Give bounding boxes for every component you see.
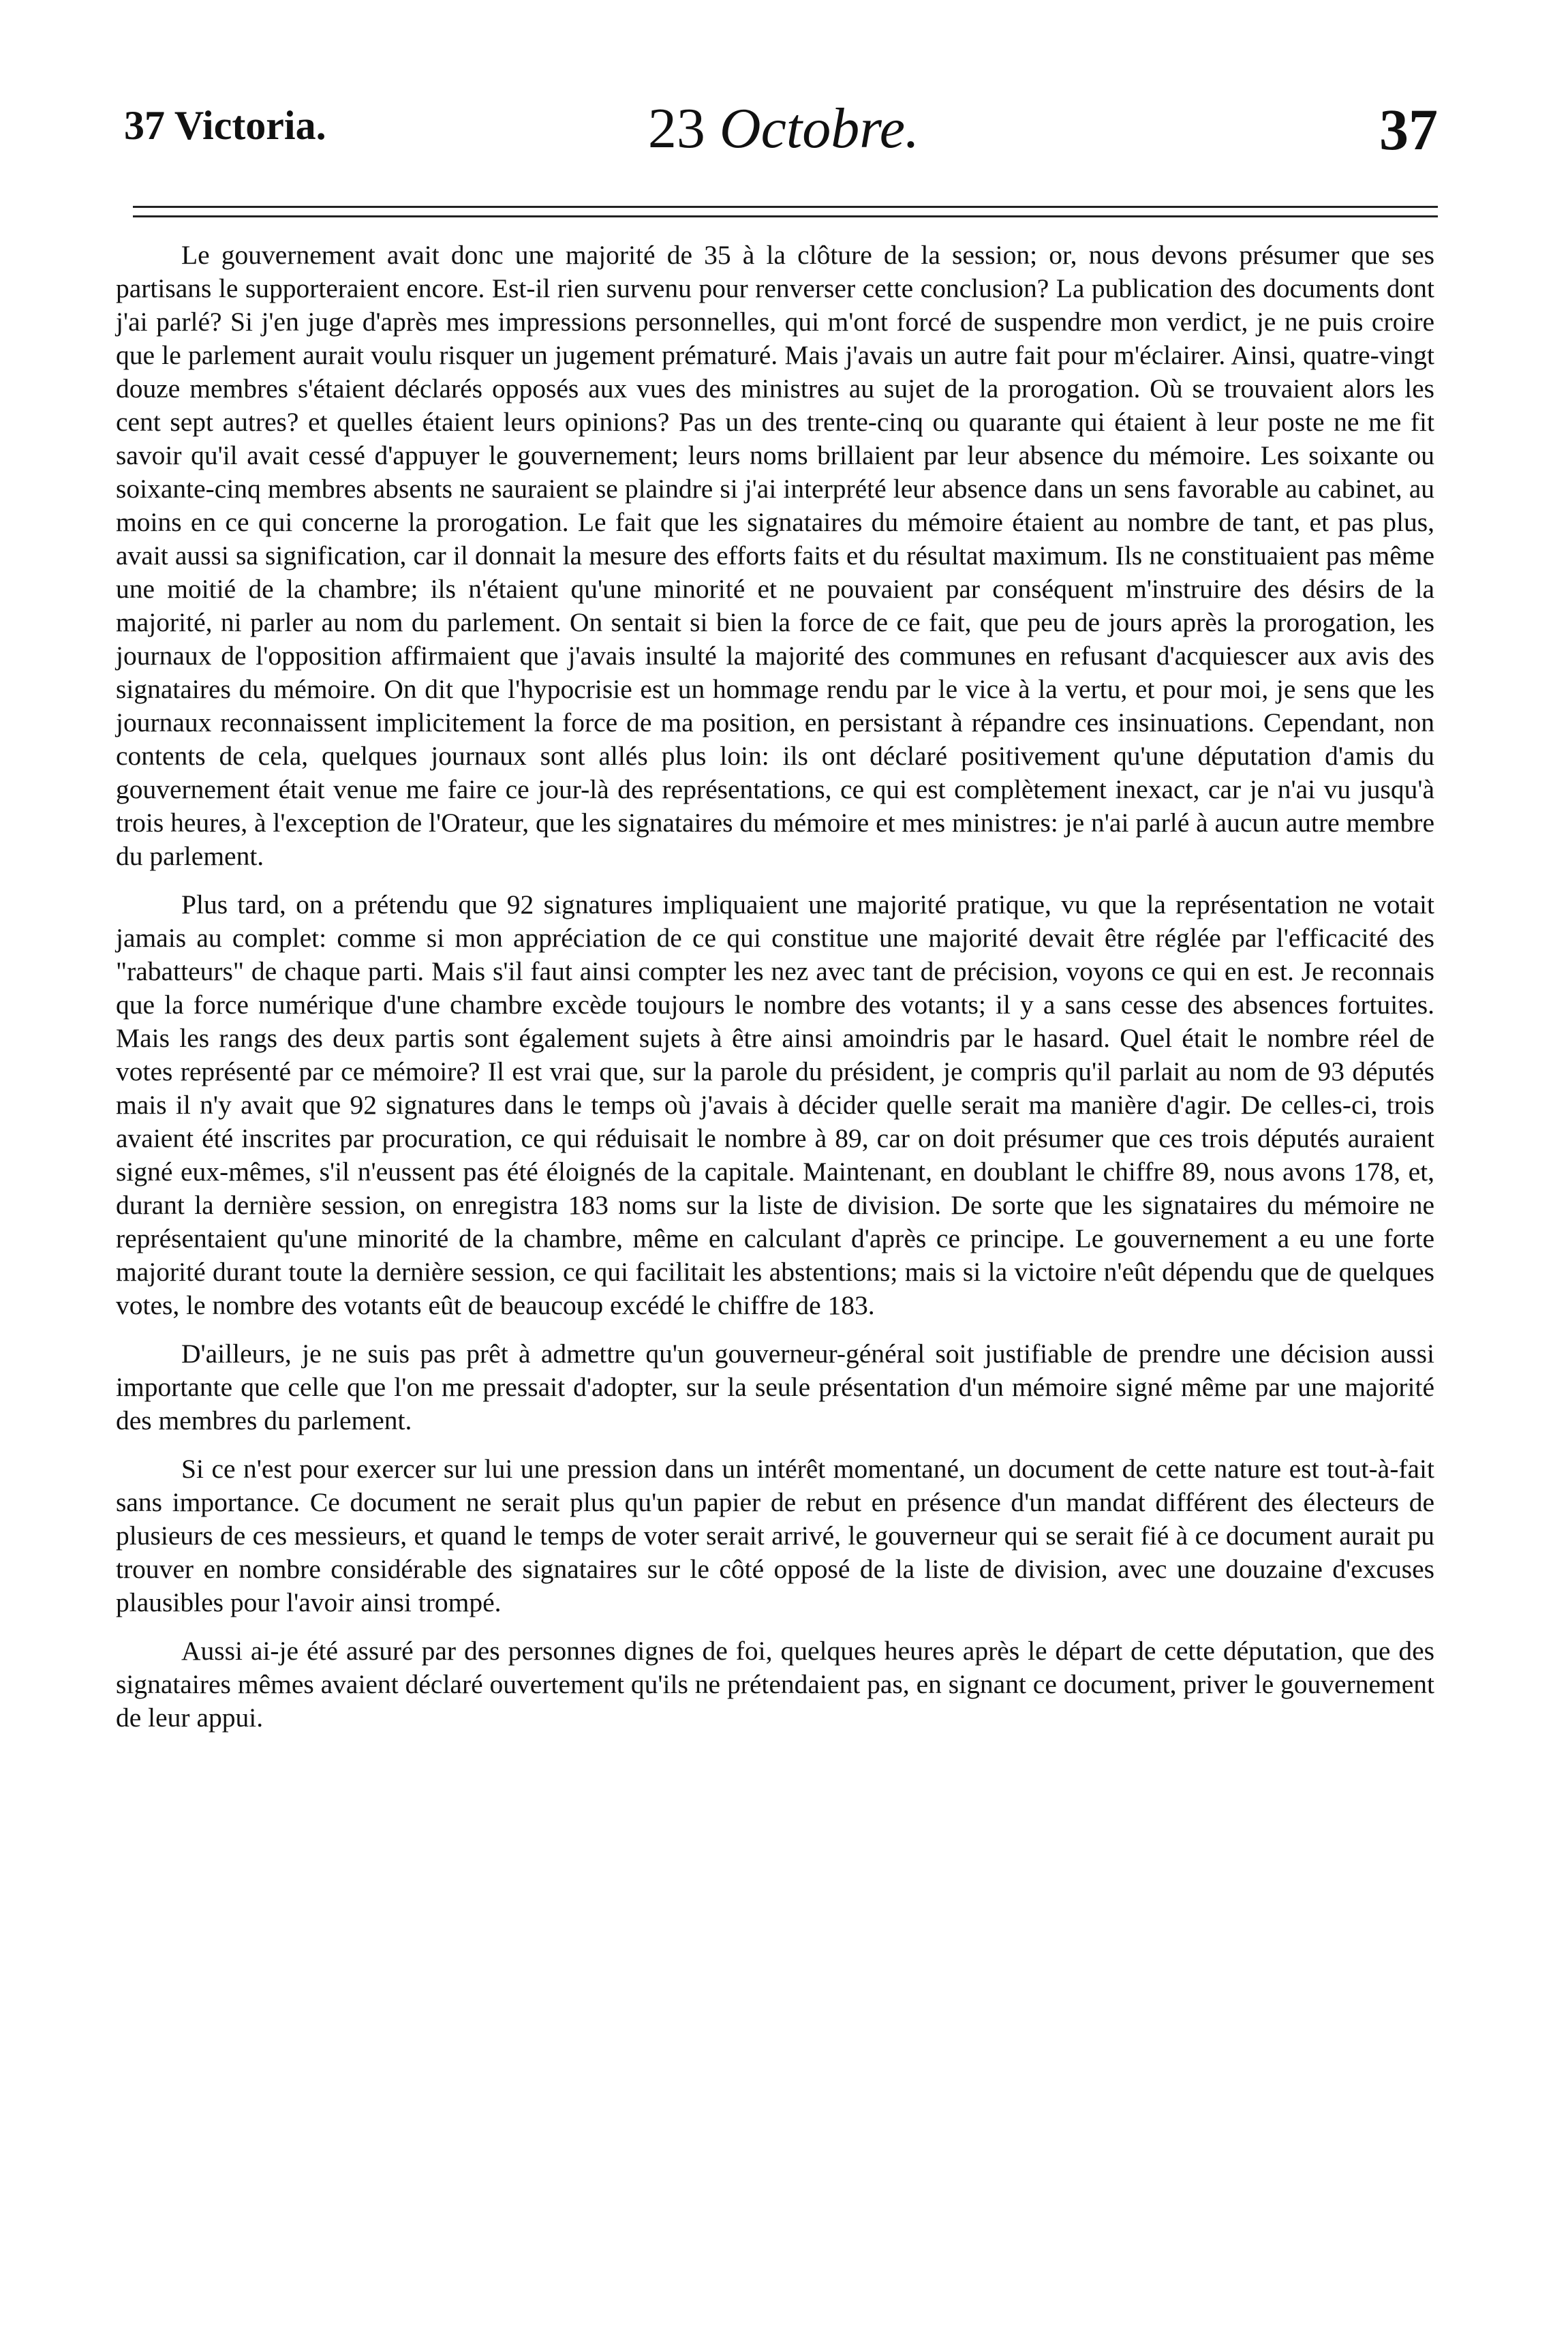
paragraph-4: Si ce n'est pour exercer sur lui une pression dans un intérêt momentané, un document de cette nature est tout-à-fait sans importance. Ce document ne serait plus qu'un papier de rebut en présence d'un mandat différent des électeurs de plusieurs de ces messieurs, et quand le temps de voter serait arrivé, le gouverneur qui se serait fié à ce document aurait pu trouver en nombre considérable des signataires sur le côté opposé de la liste de division, avec une douzaine d'excuses plausibles pour l'avoir ainsi trompé. (116, 1454, 1434, 1617)
paragraph-2: Plus tard, on a prétendu que 92 signatures impliquaient une majorité pratique, vu que la représentation ne votait jamais au complet: comme si mon appréciation de ce qui constitue une majorité devait être réglée par l'efficacité des "rabatteurs" de chaque parti. Mais s'il faut ainsi compter les nez avec tant de précision, voyons ce qui en est. Je reconnais que la force numérique d'une chambre excède toujours le nombre des votants; il y a sans cesse des absences fortuites. Mais les rangs des deux partis sont également sujets à être ainsi amoindris par le hasard. Quel était le nombre réel de votes représenté par ce mémoire? Il est vrai que, sur la parole du président, je compris qu'il parlait au nom de 93 députés mais il n'y avait que 92 signatures dans le temps où j'avais à décider quelle serait ma manière d'agir. De celles-ci, trois avaient été inscrites par procuration, ce qui réduisait le nombre à 89, car on doit présumer que ces trois députés auraient signé eux-mêmes, s'il n'eussent pas été éloignés de la capitale. Maintenant, en doublant le chiffre 89, nous avons 178, et, durant la dernière session, on enregistra 183 noms sur la liste de division. De sorte que les signataires du mémoire ne représentaient qu'une minorité de la chambre, même en calculant d'après ce principe. Le gouvernement a eu une forte majorité durant toute la dernière session, ce qui facilitait les abstentions; mais si la victoire n'eût dépendu que de quelques votes, le nombre des votants eût de beaucoup excédé le chiffre de 183. (116, 889, 1434, 1320)
date-month: Octobre. (719, 97, 920, 160)
date-day: 23 (647, 97, 705, 160)
page-header (116, 89, 1451, 198)
paragraph-1: Le gouvernement avait donc une majorité de 35 à la clôture de la session; or, nous devons présumer que ses partisans le supporteraient encore. Est-il rien survenu pour renverser cette conclusion? La publication des documents dont j'ai parlé? Si j'en juge d'après mes impressions personnelles, qui m'ont forcé de suspendre mon verdict, je ne puis croire que le parlement aurait voulu risquer un jugement prématuré. Mais j'avais un autre fait pour m'éclairer. Ainsi, quatre-vingt douze membres s'étaient déclarés opposés aux vues des ministres au sujet de la prorogation. Où se trouvaient alors les cent sept autres? et quelles étaient leurs opinions? Pas un des trente-cinq ou quarante qui étaient à leur poste ne me fit savoir qu'il avait cessé d'appuyer le gouvernement; leurs noms brillaient par leur absence du mémoire. Les soixante ou soixante-cinq membres absents ne sauraient se plaindre si j'ai interprété leur absence dans un sens favorable au cabinet, au moins en ce qui concerne la prorogation. Le fait que les signataires du mémoire étaient au nombre de tant, et pas plus, avait aussi sa signification, car il donnait la mesure des efforts faits et du résultat maximum. Ils ne constituaient pas même une moitié de la chambre; ils n'étaient qu'une minorité et ne pouvaient par conséquent m'instruire des désirs de la majorité, ni parler au nom du parlement. On sentait si bien la force de ce fait, que peu de jours après la prorogation, les journaux de l'opposition affirmaient que j'avais insulté la majorité des communes en refusant d'acquiescer aux avis des signataires du mémoire. On dit que l'hypocrisie est un hommage rendu par le vice à la vertu, et pour moi, je sens que les journaux reconnaissent implicitement la force de ma position, en persistant à répandre ces insinuations. Cependant, non contents de cela, quelques journaux sont allés plus loin: ils ont déclaré positivement qu'une députation d'amis du gouvernement était venue me faire ce jour-là des représentations, ce qui est complètement inexact, car je n'ai vu jusqu'à trois heures, à l'exception de l'Orateur, que les signataires du mémoire et mes ministres: je n'ai parlé à aucun autre membre du parlement. (116, 240, 1434, 871)
page-number: 37 (1379, 97, 1438, 162)
paragraph-5: Aussi ai-je été assuré par des personnes dignes de foi, quelques heures après le départ de cette députation, que des signataires mêmes avaient déclaré ouvertement qu'ils ne prétendaient pas, en signant ce document, priver le gouvernement de leur appui. (116, 1636, 1434, 1733)
header-rule-top (133, 206, 1438, 208)
page-date (116, 95, 1451, 162)
body-text (116, 239, 1434, 1750)
header-rule-bottom (133, 215, 1438, 217)
regnal-year: 37 Victoria. (124, 103, 326, 148)
paragraph-3: D'ailleurs, je ne suis pas prêt à admettre qu'un gouverneur-général soit justifiable de prendre une décision aussi importante que celle que l'on me pressait d'adopter, sur la seule présentation d'un mémoire signé même par une majorité des membres du parlement. (116, 1339, 1434, 1435)
